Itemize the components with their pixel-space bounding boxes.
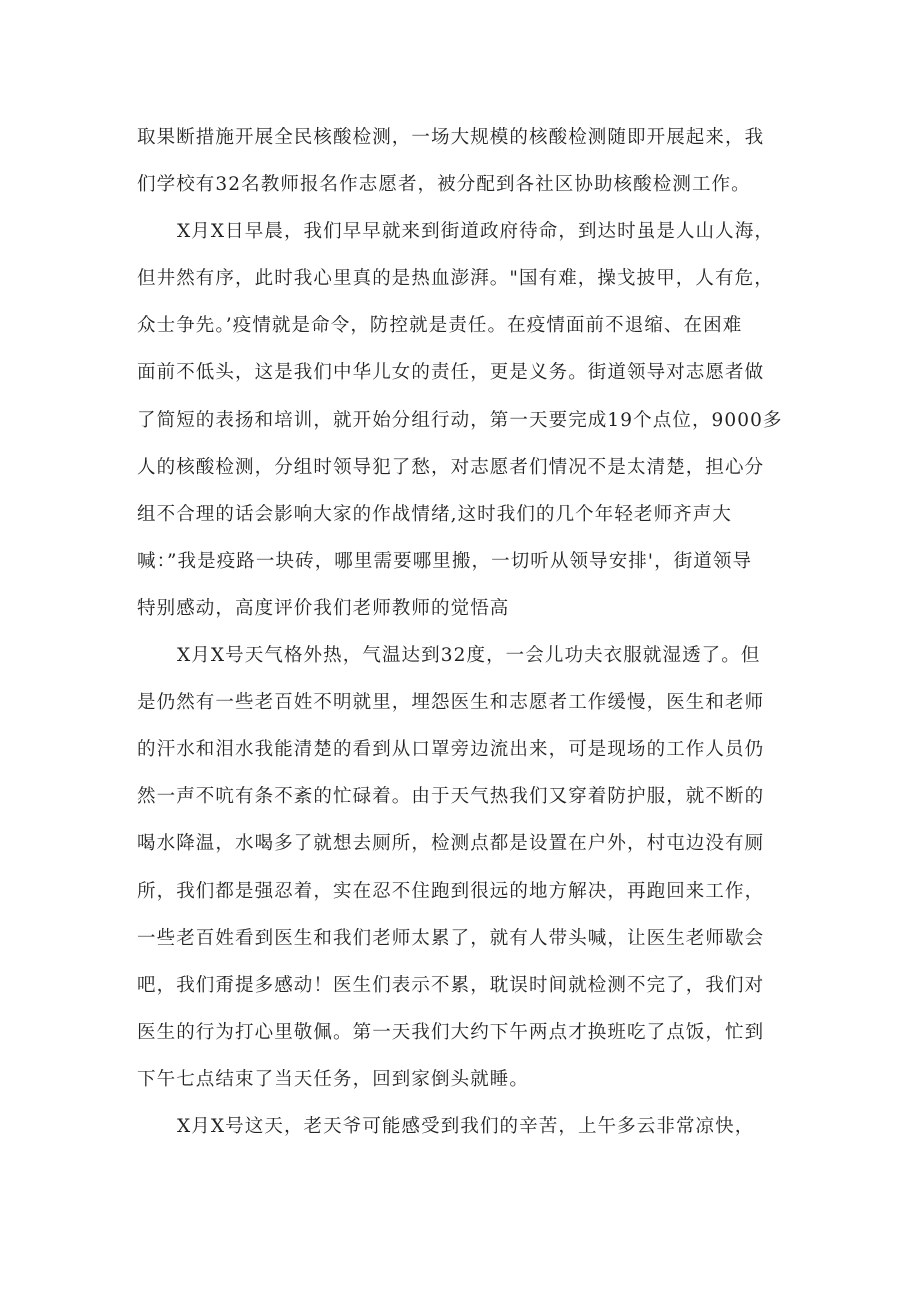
paragraph-start-line: X月X日早晨，我们早早就来到街道政府待命，到达时虽是人山人海， (177, 221, 774, 243)
text-line: 的汗水和泪水我能清楚的看到从口罩旁边流出来，可是现场的工作人员仍 (137, 739, 765, 761)
text-line: 组不合理的话会影响大家的作战情绪,这时我们的几个年轻老师齐声大 (137, 503, 732, 525)
text-line: 喝水降温，水喝多了就想去厕所，检测点都是设置在户外，村屯边没有厕 (137, 833, 765, 855)
paragraph-start-line: X月X号天气格外热，气温达到32度，一会儿功夫衣服就湿透了。但 (177, 645, 761, 667)
text-line: 医生的行为打心里敬佩。第一天我们大约下午两点才换班吃了点饭，忙到 (137, 1021, 765, 1043)
text-line: 喊：”我是疫路一块砖，哪里需要哪里搬，一切听从领导安排'，街道领导 (137, 550, 753, 572)
text-line: 一些老百姓看到医生和我们老师太累了，就有人带头喊，让医生老师歇会 (137, 927, 765, 949)
text-line: 特别感动，高度评价我们老师教师的觉悟高 (137, 597, 510, 619)
text-line: 是仍然有一些老百姓不明就里，埋怨医生和志愿者工作缓慢，医生和老师 (137, 692, 765, 714)
text-line: 吧，我们甭提多感动！医生们表示不累，耽误时间就检测不完了，我们对 (137, 974, 765, 996)
paragraph-start-line: X月X号这天，老天爷可能感受到我们的辛苦，上午多云非常凉快， (177, 1115, 755, 1137)
text-line: 所，我们都是强忍着，实在忍不住跑到很远的地方解决，再跑回来工作， (137, 880, 765, 902)
text-line: 但井然有序，此时我心里真的是热血澎湃。"国有难，操戈披甲，人有危， (137, 268, 774, 290)
body-text (137, 114, 797, 1150)
text-line: 下午七点结束了当天任务，回到家倒头就睡。 (137, 1068, 530, 1090)
text-line: 取果断措施开展全民核酸检测，一场大规模的核酸检测随即开展起来，我 (137, 127, 765, 148)
text-line: 面前不低头，这是我们中华儿女的责任，更是义务。街道领导对志愿者做 (137, 362, 765, 384)
text-line: 然一声不吭有条不紊的忙碌着。由于天气热我们又穿着防护服，就不断的 (137, 786, 765, 808)
text-line: 人的核酸检测，分组时领导犯了愁，对志愿者们情况不是太清楚，担心分 (137, 456, 765, 478)
text-line: 众士争先。’疫情就是命令，防控就是责任。在疫情面前不退缩、在困难 (137, 315, 743, 337)
text-line: 了简短的表扬和培训，就开始分组行动，第一天要完成19个点位，9000多 (137, 409, 783, 431)
text-line: 们学校有32名教师报名作志愿者，被分配到各社区协助核酸检测工作。 (137, 174, 751, 196)
